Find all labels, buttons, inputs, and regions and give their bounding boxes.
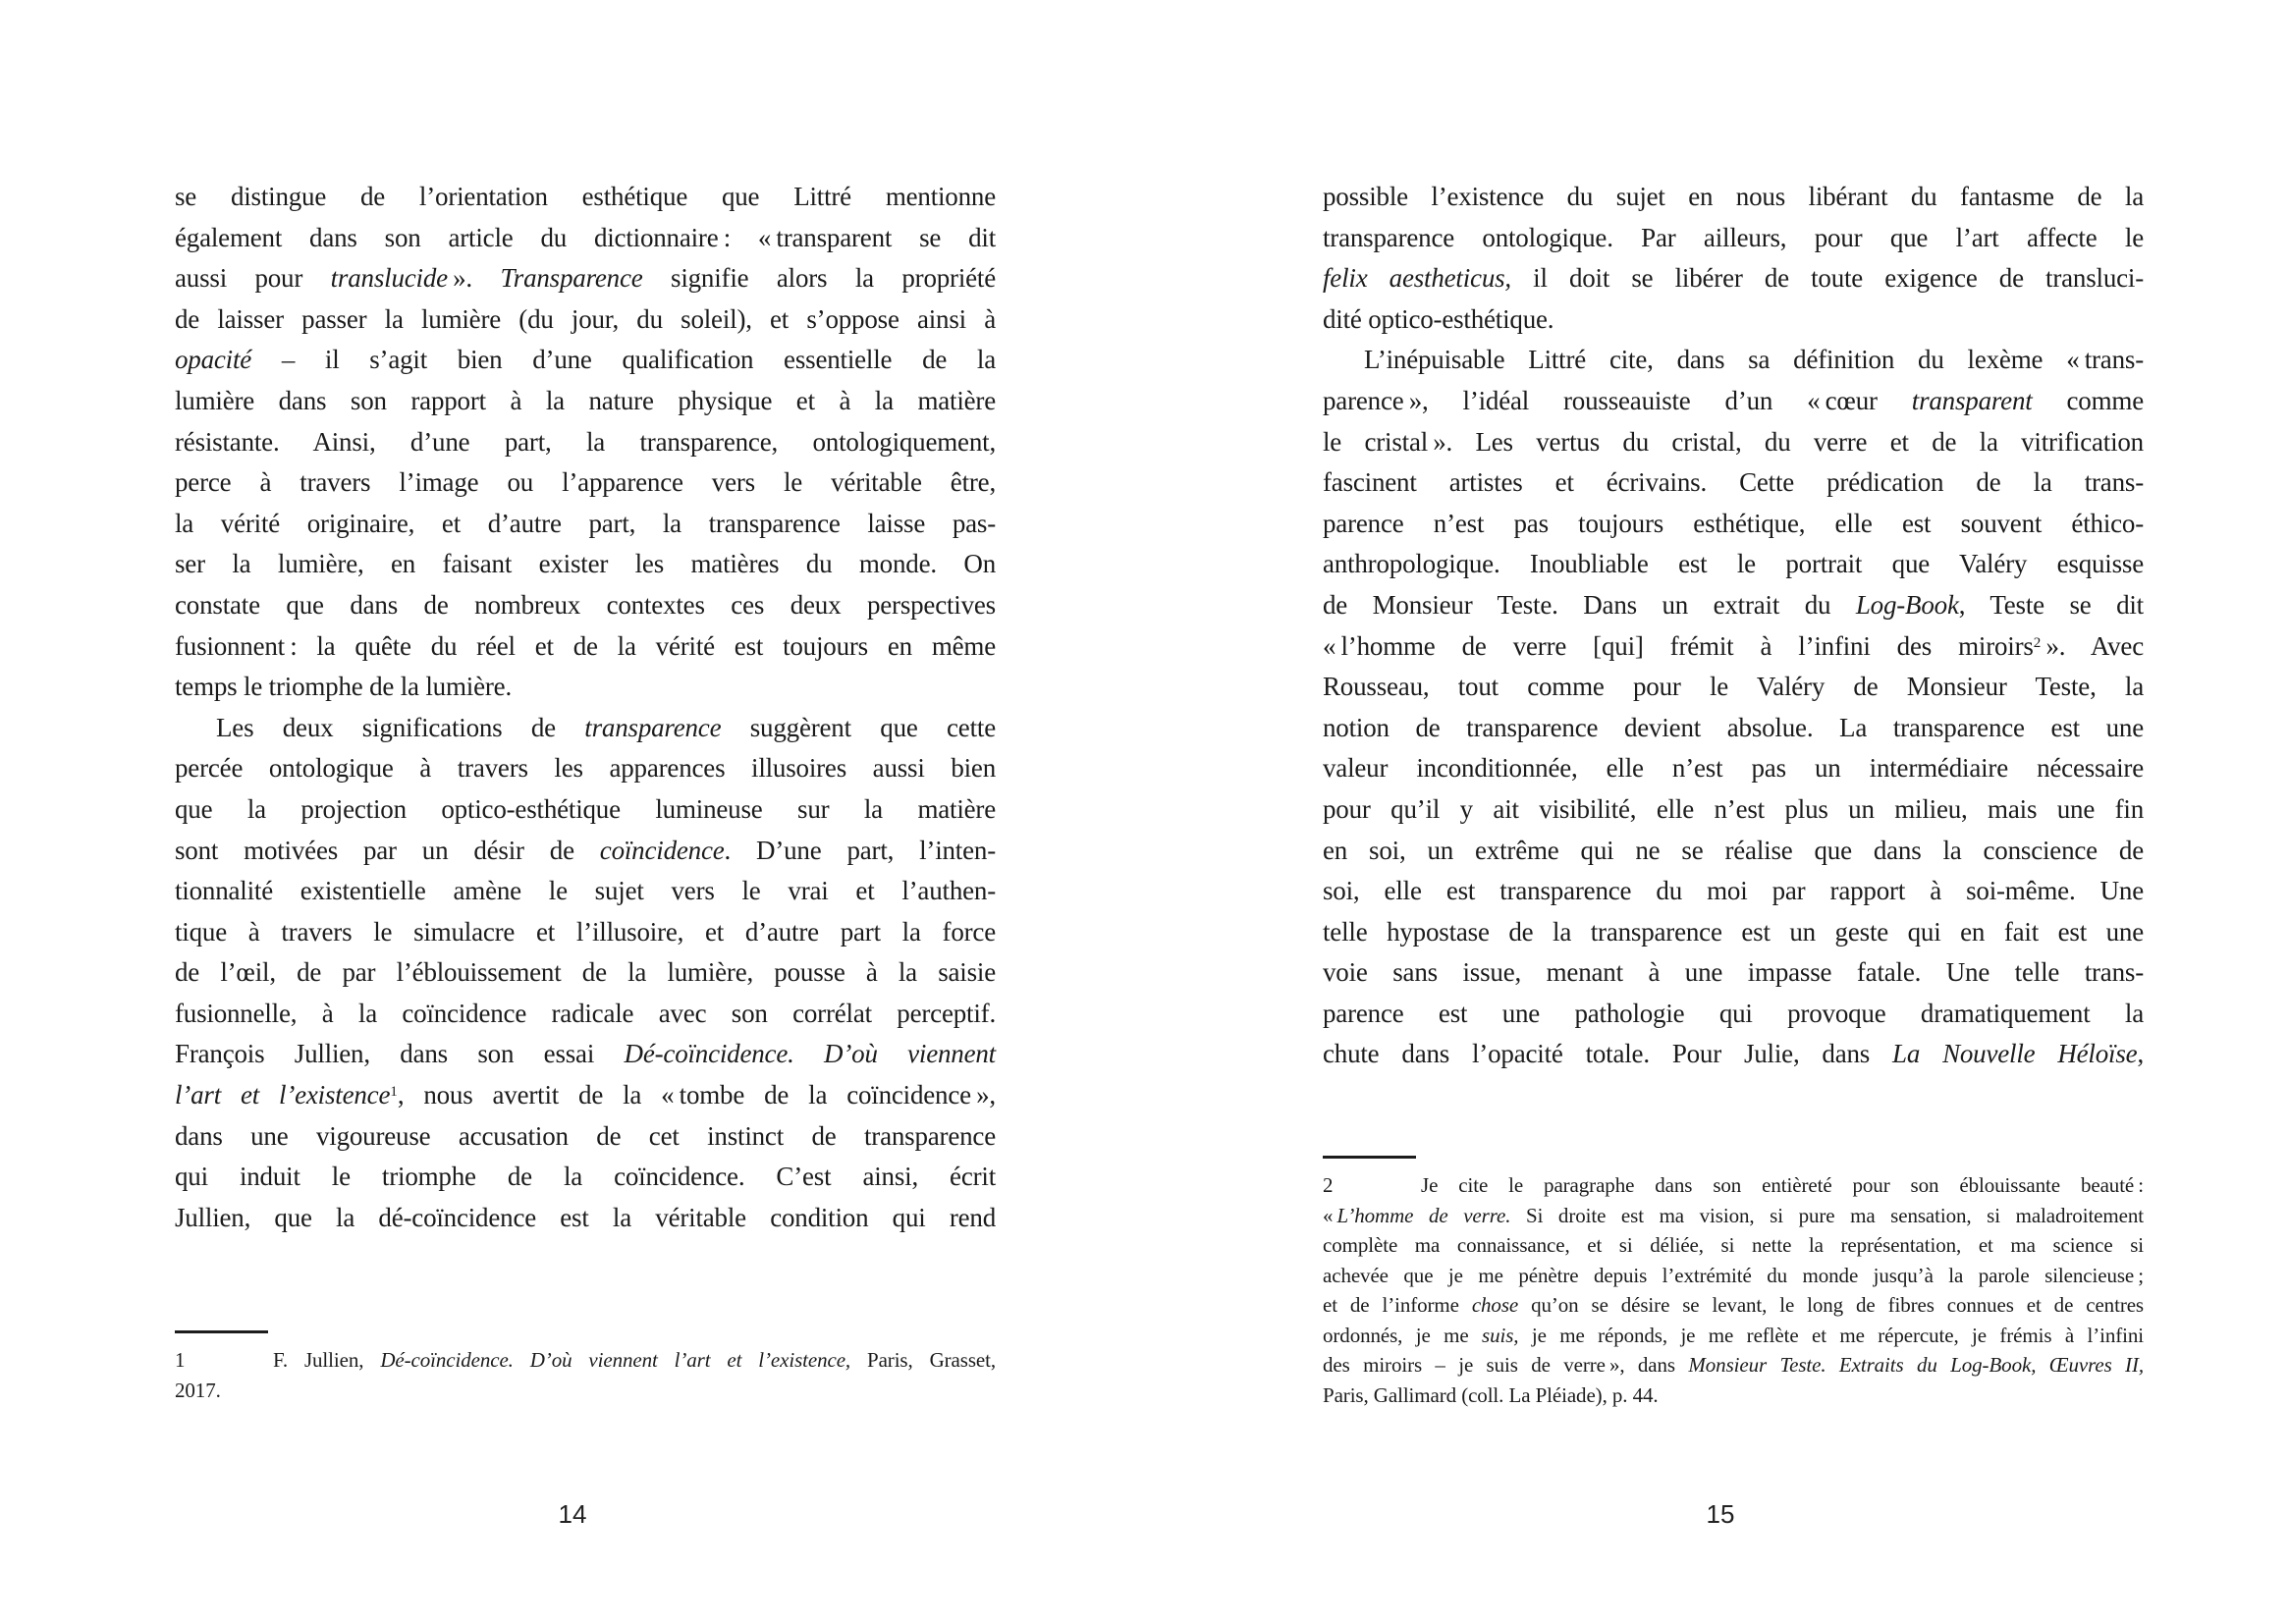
footnote-line (175, 1376, 996, 1406)
text-run: chute dans l’opacité totale. Pour Julie, dans (1323, 1039, 1893, 1069)
italic-text-run: opacité (175, 345, 252, 375)
text-run: anthropologique. Inoubliable est le portrait que Valéry esquisse (1323, 549, 2144, 579)
body-text-line (1323, 871, 2144, 912)
text-run: Jullien, que la dé-coïncidence est la véritable condition qui rend (175, 1202, 996, 1232)
text-run: transparence ontologique. Par ailleurs, pour que l’art affecte le (1323, 222, 2144, 252)
body-text-line (175, 912, 996, 953)
text-run: Paris, Grasset, (850, 1348, 996, 1372)
body-text-line (175, 871, 996, 912)
text-run: , (2137, 1039, 2144, 1069)
body-text-line (175, 708, 996, 749)
text-run: soi, elle est transparence du moi par rapport à soi-même. Une (1323, 876, 2144, 906)
body-text-line (175, 585, 996, 626)
footnote-separator-rule (1323, 1156, 1416, 1159)
body-text-line (1323, 994, 2144, 1035)
body-text-line (1323, 422, 2144, 463)
body-text-line (175, 299, 996, 341)
text-run: le cristal ». Les vertus du cristal, du verre et de la vitrification (1323, 426, 2144, 457)
page-number-right: 15 (1706, 1499, 1735, 1529)
text-run: se distingue de l’orientation esthétique que Littré mentionne (175, 182, 996, 211)
body-text-line (175, 340, 996, 381)
text-run: François Jullien, dans son essai (175, 1039, 625, 1069)
body-text-line (175, 1075, 996, 1116)
text-run: Paris, Gallimard (coll. La Pléiade), p. 44. (1323, 1382, 1659, 1407)
italic-text-run: L’homme de verre. (1336, 1203, 1511, 1227)
body-text-line (175, 667, 996, 708)
italic-text-run: Transparence (500, 263, 643, 294)
body-text-line (1323, 381, 2144, 422)
text-run: , Teste se dit (1958, 589, 2144, 620)
text-run: percée ontologique à travers les apparences illusoires aussi bien (175, 753, 996, 784)
body-text-line (175, 626, 996, 668)
body-text-line (1323, 544, 2144, 585)
text-run: dité optico-esthétique. (1323, 303, 1554, 334)
text-run: sont motivées par un désir de (175, 835, 600, 865)
text-run: la vérité originaire, et d’autre part, la transparence laisse pas- (175, 508, 996, 538)
text-run: parence n’est pas toujours esthétique, elle est souvent éthico- (1323, 508, 2144, 538)
text-run: fusionnent : la quête du réel et de la vérité est toujours en même (175, 630, 996, 661)
page-left-footnote-text (175, 1345, 996, 1405)
text-run: qui induit le triomphe de la coïncidence. C’est ainsi, écrit (175, 1162, 996, 1192)
italic-text-run: transparent (1911, 385, 2033, 415)
page-right-footnote (1323, 1156, 2144, 1410)
footnote-line (1323, 1321, 2144, 1351)
body-text-line (175, 1157, 996, 1198)
text-run: constate que dans de nombreux contextes ces deux perspectives (175, 589, 996, 620)
text-run: comme (2032, 385, 2144, 415)
text-run: F. Jullien, (273, 1348, 381, 1372)
text-run: dans une vigoureuse accusation de cet instinct de transparence (175, 1120, 996, 1151)
footnote-line (1323, 1261, 2144, 1291)
footnote-line (1323, 1201, 2144, 1231)
text-run: signifie alors la propriété (642, 263, 997, 294)
text-run: de l’œil, de par l’éblouissement de la lumière, pousse à la saisie (175, 957, 996, 988)
italic-text-run: l’art et l’existence (175, 1080, 391, 1110)
text-run: tionnalité existentielle amène le sujet vers le vrai et l’authen- (175, 876, 996, 906)
text-run: de laisser passer la lumière (du jour, du soleil), et s’oppose ainsi à (175, 303, 996, 334)
text-run: de Monsieur Teste. Dans un extrait du (1323, 589, 1856, 620)
body-text-line (1323, 708, 2144, 749)
body-text-line (175, 218, 996, 259)
page-right-footnote-text (1323, 1170, 2144, 1410)
text-run: ordonnés, je me (1323, 1323, 1482, 1347)
footnote-line (1323, 1170, 2144, 1201)
text-run: parence est une pathologie qui provoque dramatiquement la (1323, 998, 2144, 1028)
text-run: complète ma connaissance, et si déliée, si nette la représentation, et ma science si (1323, 1233, 2144, 1257)
body-text-line (175, 1116, 996, 1158)
italic-text-run: translucide (330, 263, 448, 294)
text-run: achevée que je me pénètre depuis l’extrémité du monde jusqu’à la parole silencieuse ; (1323, 1263, 2144, 1287)
page-left-footnote (175, 1330, 996, 1405)
italic-text-run: felix aestheticus, (1323, 263, 1511, 294)
text-run: possible l’existence du sujet en nous libérant du fantasme de la (1323, 182, 2144, 211)
body-text-line (1323, 340, 2144, 381)
footnote-line (1323, 1380, 2144, 1411)
body-text-line (175, 831, 996, 872)
text-run: ». Avec (2041, 630, 2144, 661)
text-run: que la projection optico-esthétique lumineuse sur la matière (175, 793, 996, 824)
text-run: pour qu’il y ait visibilité, elle n’est plus un milieu, mais une fin (1323, 793, 2144, 824)
footnote-line (1323, 1290, 2144, 1321)
italic-text-run: Dé-coïncidence. D’où viennent (624, 1039, 996, 1069)
text-run: ». (447, 263, 501, 294)
italic-text-run: Monsieur Teste. Extraits du Log-Book, Œuvres II, (1688, 1353, 2144, 1377)
italic-text-run: transparence (584, 712, 722, 742)
body-text-line (1323, 1034, 2144, 1075)
body-text-line (1323, 667, 2144, 708)
body-text-line (1323, 748, 2144, 789)
text-run: des miroirs – je suis de verre », dans (1323, 1353, 1689, 1377)
body-text-line (175, 544, 996, 585)
text-run: 2017. (175, 1378, 221, 1402)
text-run: – il s’agit bien d’une qualification essentielle de la (251, 345, 996, 375)
footnote-line (1323, 1350, 2144, 1380)
text-run: notion de transparence devient absolue. La transparence est une (1323, 712, 2144, 742)
text-run: telle hypostase de la transparence est un geste qui en fait est une (1323, 916, 2144, 947)
body-text-line (1323, 626, 2144, 668)
text-run: « (1323, 1203, 1337, 1227)
body-text-line (1323, 504, 2144, 545)
body-text-line (1323, 258, 2144, 299)
text-run: , nous avertit de la « tombe de la coïncidence », (397, 1080, 996, 1110)
text-run: ser la lumière, en faisant exister les matières du monde. On (175, 549, 996, 579)
text-run: voie sans issue, menant à une impasse fatale. Une telle trans- (1323, 957, 2144, 988)
text-run: fusionnelle, à la coïncidence radicale avec son corrélat perceptif. (175, 998, 996, 1028)
italic-text-run: suis, (1482, 1323, 1519, 1347)
page-number-left: 14 (558, 1499, 587, 1529)
body-text-line (175, 177, 996, 218)
footnote-line (175, 1345, 996, 1376)
italic-text-run: Dé-coïncidence. D’où viennent l’art et l’existence, (380, 1348, 851, 1372)
text-run: qu’on se désire se levant, le long de fibres connues et de centres (1518, 1293, 2145, 1317)
page-right-body-text (1323, 177, 2144, 1075)
text-run: Rousseau, tout comme pour le Valéry de Monsieur Teste, la (1323, 672, 2144, 702)
text-run: et de l’informe (1323, 1293, 1472, 1317)
text-run: je me réponds, je me reflète et me répercute, je frémis à l’infini (1518, 1323, 2145, 1347)
footnote-reference-superscript: 1 (390, 1084, 398, 1101)
body-text-line (175, 504, 996, 545)
body-text-line (175, 994, 996, 1035)
body-text-line (175, 789, 996, 831)
body-text-line (175, 381, 996, 422)
page-left (175, 0, 996, 1624)
text-run: en soi, un extrême qui ne se réalise que dans la conscience de (1323, 835, 2144, 865)
page-right (1323, 0, 2144, 1624)
text-run: tique à travers le simulacre et l’illusoire, et d’autre part la force (175, 916, 996, 947)
body-text-line (175, 952, 996, 994)
italic-text-run: La Nouvelle Héloïse (1892, 1039, 2138, 1069)
body-text-line (1323, 952, 2144, 994)
body-text-line (1323, 462, 2144, 504)
footnote-reference-superscript: 2 (2033, 634, 2042, 651)
footnote-line (1323, 1230, 2144, 1261)
text-run: parence », l’idéal rousseauiste d’un « cœur (1323, 385, 1912, 415)
body-text-line (1323, 218, 2144, 259)
text-run: il doit se libérer de toute exigence de transluci- (1510, 263, 2145, 294)
body-text-line (175, 748, 996, 789)
italic-text-run: coïncidence (599, 835, 725, 865)
text-run: fascinent artistes et écrivains. Cette prédication de la trans- (1323, 467, 2144, 498)
body-text-line (175, 1198, 996, 1239)
text-run: Les deux significations de (216, 712, 585, 742)
text-run: lumière dans son rapport à la nature physique et à la matière (175, 385, 996, 415)
text-run: L’inépuisable Littré cite, dans sa définition du lexème « trans- (1364, 345, 2144, 375)
body-text-line (175, 258, 996, 299)
body-text-line (1323, 789, 2144, 831)
text-run: résistante. Ainsi, d’une part, la transparence, ontologiquement, (175, 426, 996, 457)
text-run: également dans son article du dictionnaire : « transparent se dit (175, 222, 996, 252)
footnote-separator-rule (175, 1330, 268, 1333)
italic-text-run: Log-Book (1855, 589, 1959, 620)
text-run: valeur inconditionnée, elle n’est pas un intermédiaire nécessaire (1323, 753, 2144, 784)
body-text-line (175, 1034, 996, 1075)
body-text-line (1323, 177, 2144, 218)
italic-text-run: chose (1471, 1293, 1519, 1317)
text-run: aussi pour (175, 263, 331, 294)
body-text-line (1323, 299, 2144, 341)
text-run: temps le triomphe de la lumière. (175, 672, 512, 702)
page-left-body-text (175, 177, 996, 1238)
body-text-line (1323, 831, 2144, 872)
body-text-line (1323, 912, 2144, 953)
text-run: . D’une part, l’inten- (724, 835, 996, 865)
text-run: « l’homme de verre [qui] frémit à l’infini des miroirs (1323, 630, 2034, 661)
text-run: suggèrent que cette (721, 712, 996, 742)
text-run: Je cite le paragraphe dans son entièreté pour son éblouissante beauté : (1421, 1173, 2144, 1197)
body-text-line (1323, 585, 2144, 626)
body-text-line (175, 462, 996, 504)
text-run: Si droite est ma vision, si pure ma sensation, si maladroitement (1510, 1203, 2144, 1227)
text-run: perce à travers l’image ou l’apparence vers le véritable être, (175, 467, 996, 498)
body-text-line (175, 422, 996, 463)
footnote-number: 2 (1323, 1173, 1334, 1197)
footnote-number: 1 (175, 1348, 186, 1372)
